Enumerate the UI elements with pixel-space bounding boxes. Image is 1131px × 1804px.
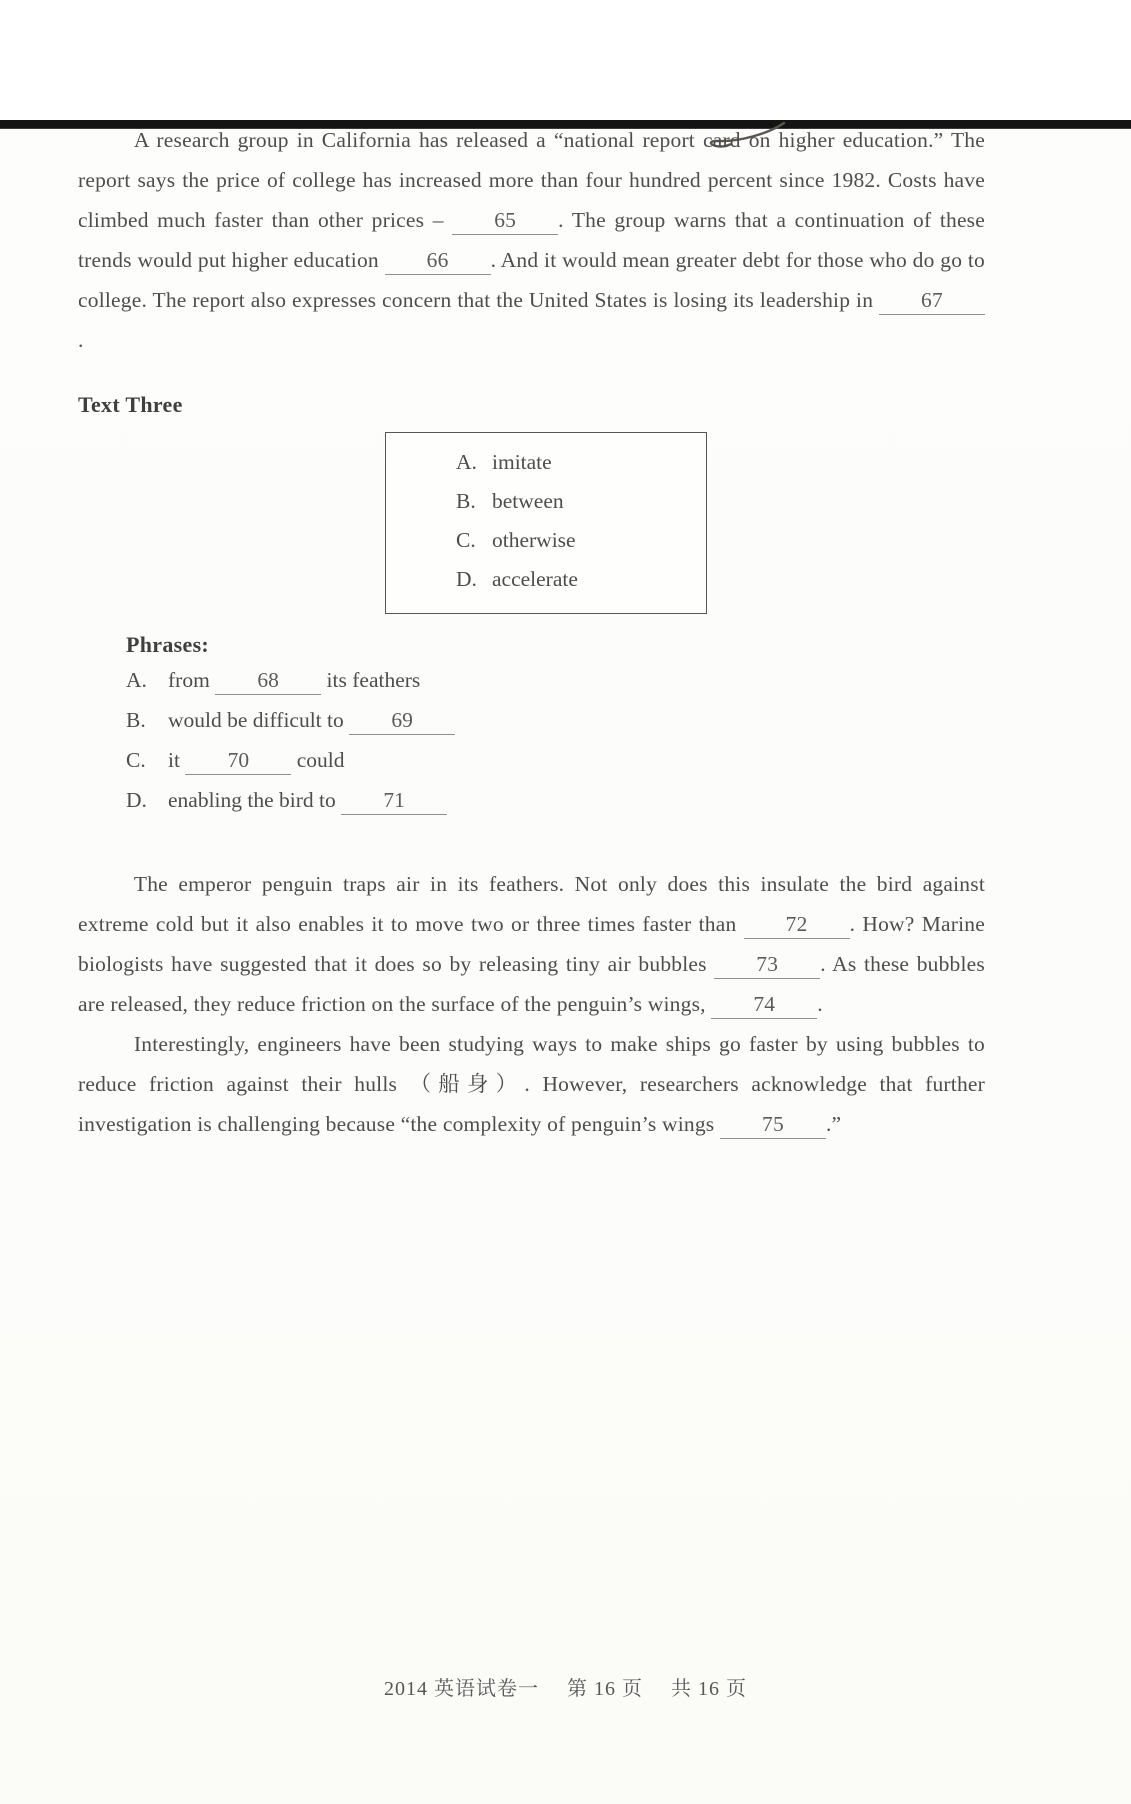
- option-label: accelerate: [492, 567, 578, 591]
- phrase-item-a: [126, 660, 985, 700]
- answer-blank-69: 69: [349, 707, 455, 735]
- phrases-list: [126, 660, 985, 820]
- options-box: [385, 432, 707, 614]
- page-content: [0, 120, 1131, 1144]
- answer-blank-73: 73: [714, 951, 820, 979]
- answer-blank-70: 70: [185, 747, 291, 775]
- option-item-d: [456, 560, 706, 599]
- phrase-item-c: [126, 740, 985, 780]
- footer-page-total: 共 16 页: [671, 1678, 747, 1700]
- answer-blank-67: 67: [879, 287, 985, 315]
- phrase-letter: B.: [126, 708, 146, 732]
- option-label: imitate: [492, 450, 552, 474]
- phrase-text: enabling the bird to 71: [168, 788, 447, 812]
- phrase-item-d: [126, 780, 985, 820]
- option-letter: C.: [456, 528, 476, 552]
- answer-blank-72: 72: [744, 911, 850, 939]
- option-letter: A.: [456, 450, 477, 474]
- phrases-heading: Phrases:: [126, 632, 210, 657]
- phrase-letter: A.: [126, 668, 147, 692]
- penguin-paragraph-2: Interestingly, engineers have been studying ways to make ships go faster by using bubbles to reduce friction against their hulls （船身）. However, researchers acknowledge that further investigation is challenging because “the complexity of penguin’s wings 75 .”: [78, 1024, 985, 1144]
- option-label: otherwise: [492, 528, 576, 552]
- option-letter: B.: [456, 489, 476, 513]
- answer-blank-75: 75: [720, 1111, 826, 1139]
- text-three-heading: Text Three: [78, 392, 183, 417]
- phrase-text: from 68 its feathers: [168, 668, 420, 692]
- answer-blank-74: 74: [711, 991, 817, 1019]
- intro-paragraph: A research group in California has released a “national report card on higher education.” The report says the price of college has increased more than four hundred percent since 1982. Costs have climbed much faster than other prices – 65 . The group warns that a continuation of these trends would put higher education 66 . And it would mean greater debt for those who do go to college. The report also expresses concern that the United States is losing its leadership in 67.: [78, 128, 985, 352]
- answer-blank-71: 71: [341, 787, 447, 815]
- phrase-letter: D.: [126, 788, 147, 812]
- option-item-a: [456, 443, 706, 482]
- answer-blank-66: 66: [385, 247, 491, 275]
- footer-page-number: 第 16 页: [567, 1678, 643, 1700]
- option-label: between: [492, 489, 564, 513]
- option-item-b: [456, 482, 706, 521]
- option-letter: D.: [456, 567, 477, 591]
- answer-blank-68: 68: [215, 667, 321, 695]
- option-item-c: [456, 521, 706, 560]
- penguin-paragraph-1: The emperor penguin traps air in its feathers. Not only does this insulate the bird against extreme cold but it also enables it to move two or three times faster than 72 . How? Marine biologists have suggested that it does so by releasing tiny air bubbles 73 . As these bubbles are released, they reduce friction on the surface of the penguin’s wings, 74 .: [78, 864, 985, 1024]
- phrase-letter: C.: [126, 748, 146, 772]
- scanned-exam-page: [0, 120, 1131, 1804]
- page-footer: [0, 1672, 1131, 1701]
- phrase-text: would be difficult to 69: [168, 708, 455, 732]
- phrase-text: it 70 could: [168, 748, 344, 772]
- footer-booklet-title: 2014 英语试卷一: [384, 1678, 539, 1700]
- phrase-item-b: [126, 700, 985, 740]
- answer-blank-65: 65: [452, 207, 558, 235]
